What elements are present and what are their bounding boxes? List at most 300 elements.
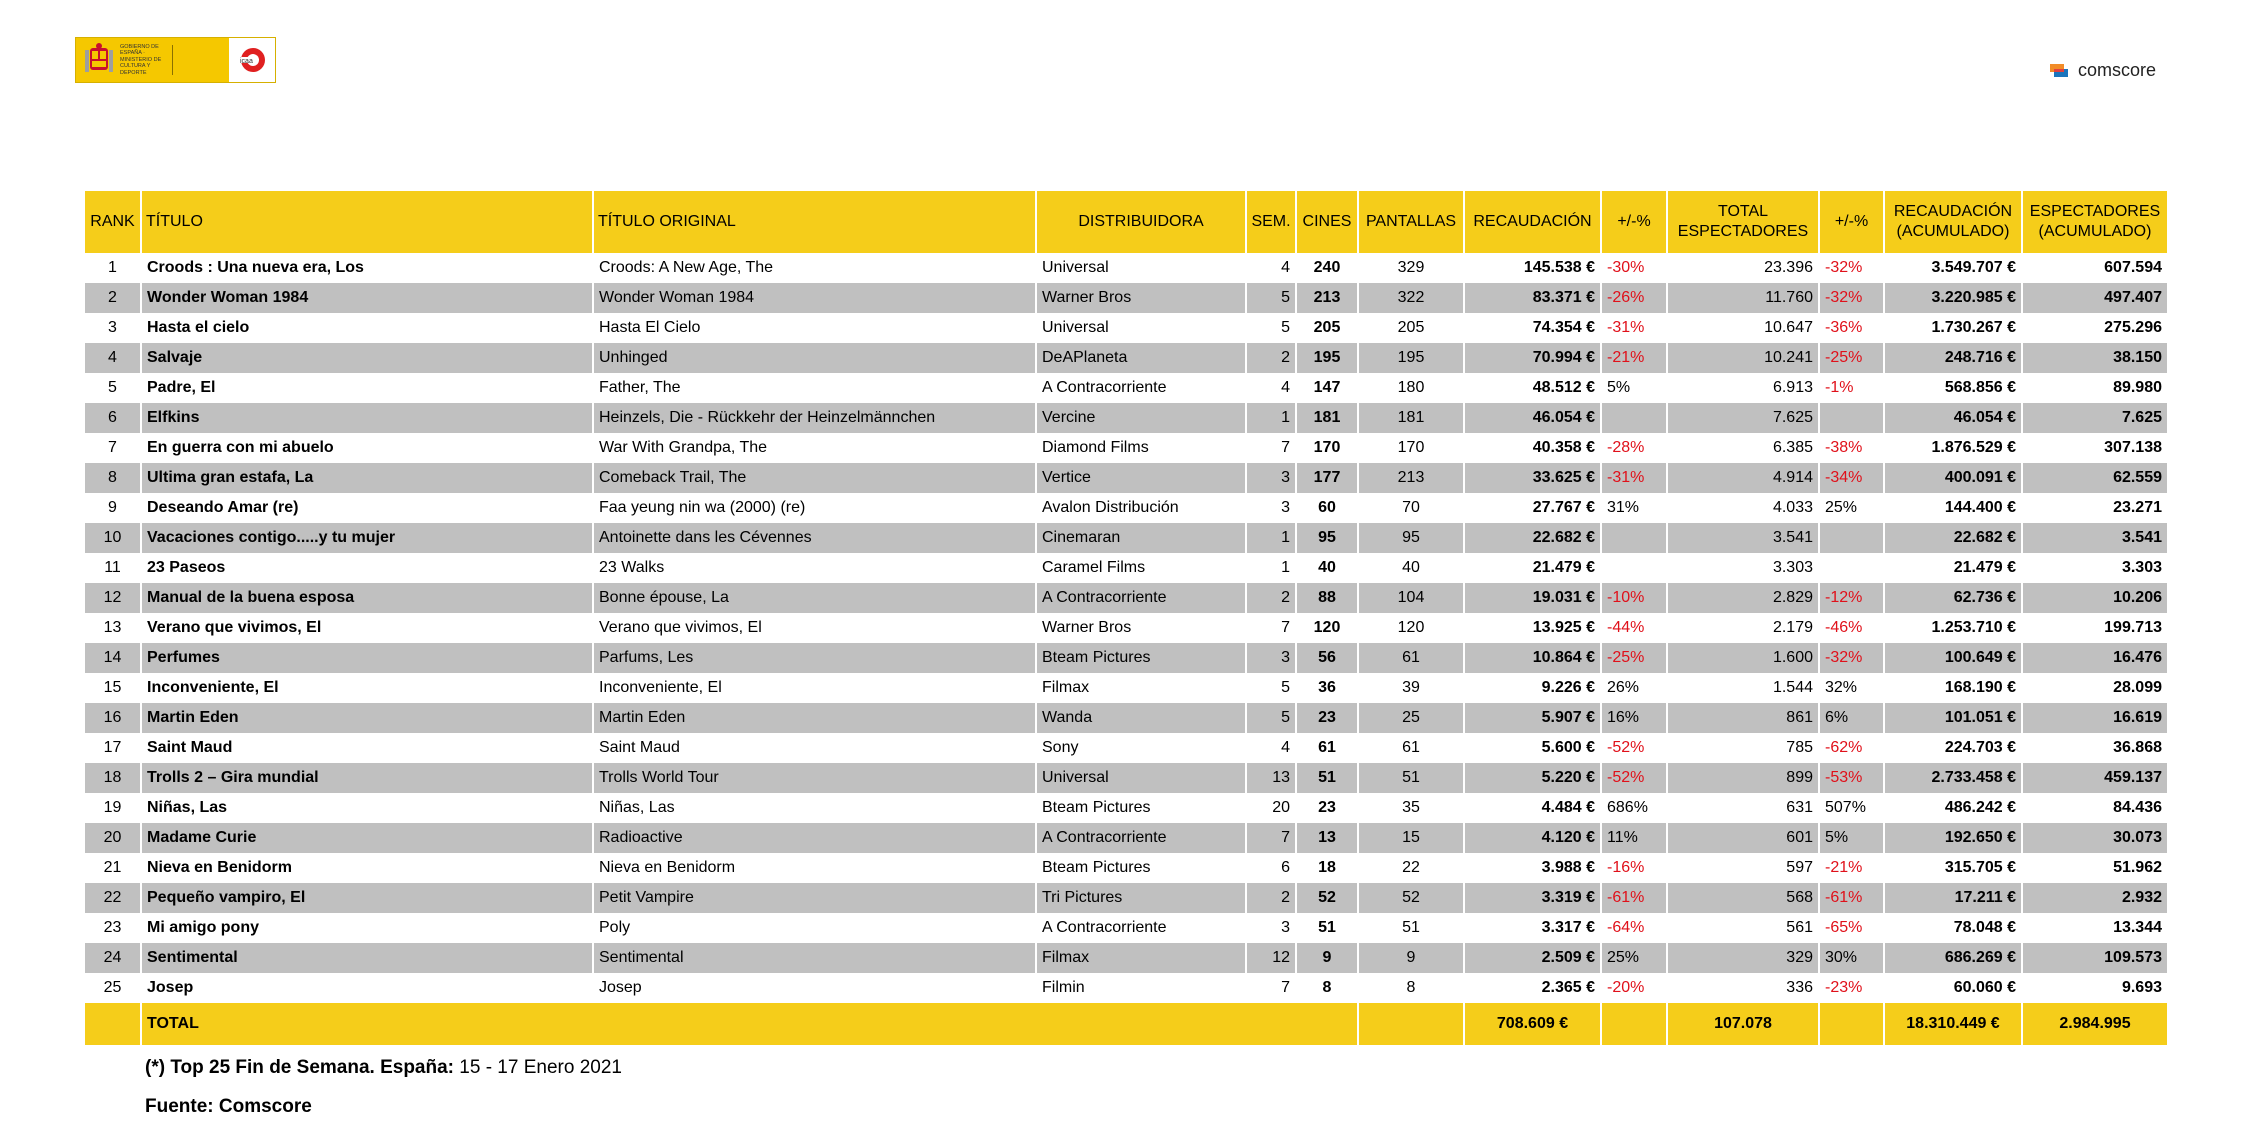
- cell-variacion-espectadores: -32%: [1819, 283, 1884, 313]
- cell-semanas: 1: [1246, 553, 1296, 583]
- cell-cines: 205: [1296, 313, 1358, 343]
- cell-rank: 25: [85, 973, 141, 1003]
- cell-titulo-original: Saint Maud: [593, 733, 1036, 763]
- table-row: [85, 463, 2167, 493]
- comscore-brand-text: comscore: [2078, 60, 2157, 80]
- cell-cines: 213: [1296, 283, 1358, 313]
- cell-variacion-recaudacion: [1601, 553, 1667, 583]
- cell-recaudacion-acumulado: 46.054 €: [1884, 403, 2022, 433]
- table-row: [85, 943, 2167, 973]
- cell-titulo: Hasta el cielo: [141, 313, 593, 343]
- cell-variacion-recaudacion: -52%: [1601, 733, 1667, 763]
- cell-variacion-recaudacion: -30%: [1601, 253, 1667, 283]
- cell-distribuidora: A Contracorriente: [1036, 913, 1246, 943]
- cell-cines: 8: [1296, 973, 1358, 1003]
- cell-total-espectadores: 10.647: [1667, 313, 1819, 343]
- cell-rank: 3: [85, 313, 141, 343]
- cell-total-espectadores: 1.544: [1667, 673, 1819, 703]
- table-row: [85, 853, 2167, 883]
- cell-pantallas: 180: [1358, 373, 1464, 403]
- cell-cines: 195: [1296, 343, 1358, 373]
- cell-distribuidora: Universal: [1036, 313, 1246, 343]
- cell-titulo-original: Verano que vivimos, El: [593, 613, 1036, 643]
- cell-total-espectadores: 861: [1667, 703, 1819, 733]
- cell-rank: 7: [85, 433, 141, 463]
- cell-cines: 18: [1296, 853, 1358, 883]
- cell-cines: 88: [1296, 583, 1358, 613]
- cell-rank: 1: [85, 253, 141, 283]
- government-logo-text: GOBIERNO DE ESPAÑA · MINISTERIO DE CULTURA Y DEPORTE: [120, 43, 162, 76]
- coat-of-arms-icon: [84, 42, 114, 78]
- cell-variacion-espectadores: -65%: [1819, 913, 1884, 943]
- cell-titulo: 23 Paseos: [141, 553, 593, 583]
- table-total-row: [85, 1003, 2167, 1045]
- cell-pantallas: 120: [1358, 613, 1464, 643]
- cell-recaudacion-acumulado: 144.400 €: [1884, 493, 2022, 523]
- cell-distribuidora: Filmax: [1036, 673, 1246, 703]
- cell-variacion-espectadores: [1819, 523, 1884, 553]
- cell-total-espectadores: 6.913: [1667, 373, 1819, 403]
- cell-titulo: Deseando Amar (re): [141, 493, 593, 523]
- cell-recaudacion-acumulado: 21.479 €: [1884, 553, 2022, 583]
- cell-cines: 36: [1296, 673, 1358, 703]
- cell-rank: 24: [85, 943, 141, 973]
- cell-variacion-recaudacion: -21%: [1601, 343, 1667, 373]
- table-row: [85, 823, 2167, 853]
- cell-titulo-original: Nieva en Benidorm: [593, 853, 1036, 883]
- cell-semanas: 5: [1246, 703, 1296, 733]
- cell-titulo-original: Parfums, Les: [593, 643, 1036, 673]
- table-row: [85, 313, 2167, 343]
- col-header-cines: CINES: [1296, 191, 1358, 253]
- col-header-pantallas: PANTALLAS: [1358, 191, 1464, 253]
- cell-variacion-recaudacion: -52%: [1601, 763, 1667, 793]
- cell-recaudacion: 48.512 €: [1464, 373, 1601, 403]
- footnote-label: (*) Top 25 Fin de Semana. España:: [145, 1057, 454, 1078]
- cell-variacion-recaudacion: 5%: [1601, 373, 1667, 403]
- cell-pantallas: 104: [1358, 583, 1464, 613]
- cell-espectadores-acumulado: 9.693: [2022, 973, 2167, 1003]
- cell-cines: 9: [1296, 943, 1358, 973]
- cell-variacion-espectadores: -61%: [1819, 883, 1884, 913]
- cell-rank: 9: [85, 493, 141, 523]
- cell-variacion-recaudacion: 31%: [1601, 493, 1667, 523]
- cell-cines: 240: [1296, 253, 1358, 283]
- cell-rank: 20: [85, 823, 141, 853]
- cell-pantallas: 95: [1358, 523, 1464, 553]
- cell-pantallas: 329: [1358, 253, 1464, 283]
- total-espectadores-acumulado: 2.984.995: [2022, 1003, 2167, 1045]
- table-row: [85, 283, 2167, 313]
- cell-cines: 51: [1296, 763, 1358, 793]
- cell-recaudacion: 13.925 €: [1464, 613, 1601, 643]
- cell-cines: 56: [1296, 643, 1358, 673]
- col-header-titulo-original: TÍTULO ORIGINAL: [593, 191, 1036, 253]
- comscore-mark-icon: [2050, 62, 2072, 80]
- cell-pantallas: 15: [1358, 823, 1464, 853]
- cell-cines: 13: [1296, 823, 1358, 853]
- cell-espectadores-acumulado: 89.980: [2022, 373, 2167, 403]
- cell-distribuidora: Warner Bros: [1036, 613, 1246, 643]
- cell-variacion-recaudacion: -31%: [1601, 463, 1667, 493]
- cell-semanas: 2: [1246, 343, 1296, 373]
- cell-pantallas: 181: [1358, 403, 1464, 433]
- cell-semanas: 3: [1246, 463, 1296, 493]
- icaa-text: icaa: [240, 58, 253, 65]
- col-header-total-espectadores: TOTAL ESPECTADORES: [1667, 191, 1819, 253]
- cell-recaudacion: 70.994 €: [1464, 343, 1601, 373]
- cell-titulo-original: Faa yeung nin wa (2000) (re): [593, 493, 1036, 523]
- cell-variacion-recaudacion: 25%: [1601, 943, 1667, 973]
- cell-titulo: Elfkins: [141, 403, 593, 433]
- cell-variacion-recaudacion: -20%: [1601, 973, 1667, 1003]
- cell-recaudacion-acumulado: 3.220.985 €: [1884, 283, 2022, 313]
- cell-titulo-original: Antoinette dans les Cévennes: [593, 523, 1036, 553]
- cell-rank: 14: [85, 643, 141, 673]
- cell-espectadores-acumulado: 16.619: [2022, 703, 2167, 733]
- cell-titulo-original: Sentimental: [593, 943, 1036, 973]
- cell-titulo: Madame Curie: [141, 823, 593, 853]
- cell-pantallas: 35: [1358, 793, 1464, 823]
- cell-pantallas: 51: [1358, 913, 1464, 943]
- cell-cines: 60: [1296, 493, 1358, 523]
- cell-titulo-original: Petit Vampire: [593, 883, 1036, 913]
- cell-titulo: Mi amigo pony: [141, 913, 593, 943]
- cell-semanas: 3: [1246, 913, 1296, 943]
- cell-variacion-recaudacion: [1601, 523, 1667, 553]
- cell-espectadores-acumulado: 497.407: [2022, 283, 2167, 313]
- cell-pantallas: 213: [1358, 463, 1464, 493]
- table-row: [85, 763, 2167, 793]
- col-header-recaudacion: RECAUDACIÓN: [1464, 191, 1601, 253]
- total-label: TOTAL: [141, 1003, 1358, 1045]
- cell-espectadores-acumulado: 62.559: [2022, 463, 2167, 493]
- cell-distribuidora: Warner Bros: [1036, 283, 1246, 313]
- cell-pantallas: 70: [1358, 493, 1464, 523]
- cell-pantallas: 61: [1358, 643, 1464, 673]
- cell-variacion-espectadores: -32%: [1819, 643, 1884, 673]
- cell-variacion-espectadores: 507%: [1819, 793, 1884, 823]
- cell-rank: 19: [85, 793, 141, 823]
- cell-recaudacion: 4.484 €: [1464, 793, 1601, 823]
- cell-variacion-recaudacion: -31%: [1601, 313, 1667, 343]
- cell-recaudacion-acumulado: 1.730.267 €: [1884, 313, 2022, 343]
- cell-rank: 15: [85, 673, 141, 703]
- col-header-espectadores-acumulado: ESPECTADORES (ACUMULADO): [2022, 191, 2167, 253]
- cell-cines: 95: [1296, 523, 1358, 553]
- cell-titulo: Josep: [141, 973, 593, 1003]
- cell-distribuidora: Universal: [1036, 763, 1246, 793]
- cell-distribuidora: A Contracorriente: [1036, 823, 1246, 853]
- cell-rank: 5: [85, 373, 141, 403]
- cell-rank: 22: [85, 883, 141, 913]
- col-header-variacion-recaudacion: +/-%: [1601, 191, 1667, 253]
- cell-semanas: 7: [1246, 973, 1296, 1003]
- cell-titulo: Niñas, Las: [141, 793, 593, 823]
- cell-espectadores-acumulado: 7.625: [2022, 403, 2167, 433]
- cell-titulo-original: Father, The: [593, 373, 1036, 403]
- cell-variacion-recaudacion: -16%: [1601, 853, 1667, 883]
- cell-distribuidora: Bteam Pictures: [1036, 643, 1246, 673]
- cell-recaudacion-acumulado: 100.649 €: [1884, 643, 2022, 673]
- cell-pantallas: 195: [1358, 343, 1464, 373]
- cell-cines: 177: [1296, 463, 1358, 493]
- cell-total-espectadores: 329: [1667, 943, 1819, 973]
- table-row: [85, 253, 2167, 283]
- cell-variacion-recaudacion: -25%: [1601, 643, 1667, 673]
- cell-distribuidora: A Contracorriente: [1036, 373, 1246, 403]
- table-row: [85, 373, 2167, 403]
- cell-pantallas: 9: [1358, 943, 1464, 973]
- cell-distribuidora: Bteam Pictures: [1036, 853, 1246, 883]
- cell-titulo: Trolls 2 – Gira mundial: [141, 763, 593, 793]
- cell-pantallas: 51: [1358, 763, 1464, 793]
- cell-recaudacion-acumulado: 568.856 €: [1884, 373, 2022, 403]
- cell-espectadores-acumulado: 275.296: [2022, 313, 2167, 343]
- cell-distribuidora: Cinemaran: [1036, 523, 1246, 553]
- cell-total-espectadores: 3.303: [1667, 553, 1819, 583]
- cell-titulo: Verano que vivimos, El: [141, 613, 593, 643]
- cell-semanas: 2: [1246, 583, 1296, 613]
- cell-distribuidora: Sony: [1036, 733, 1246, 763]
- cell-rank: 11: [85, 553, 141, 583]
- cell-semanas: 1: [1246, 403, 1296, 433]
- cell-semanas: 3: [1246, 643, 1296, 673]
- cell-variacion-espectadores: -34%: [1819, 463, 1884, 493]
- footnote: [145, 1057, 622, 1079]
- cell-titulo: Perfumes: [141, 643, 593, 673]
- cell-recaudacion: 4.120 €: [1464, 823, 1601, 853]
- cell-recaudacion: 3.319 €: [1464, 883, 1601, 913]
- cell-rank: 6: [85, 403, 141, 433]
- total-spacer: [1819, 1003, 1884, 1045]
- cell-recaudacion-acumulado: 101.051 €: [1884, 703, 2022, 733]
- cell-total-espectadores: 6.385: [1667, 433, 1819, 463]
- table-row: [85, 553, 2167, 583]
- cell-total-espectadores: 597: [1667, 853, 1819, 883]
- total-recaudacion-acumulado: 18.310.449 €: [1884, 1003, 2022, 1045]
- cell-recaudacion-acumulado: 78.048 €: [1884, 913, 2022, 943]
- cell-variacion-espectadores: -1%: [1819, 373, 1884, 403]
- cell-rank: 21: [85, 853, 141, 883]
- cell-variacion-espectadores: 5%: [1819, 823, 1884, 853]
- cell-variacion-recaudacion: -61%: [1601, 883, 1667, 913]
- cell-variacion-espectadores: 32%: [1819, 673, 1884, 703]
- icaa-logo: [229, 38, 275, 82]
- cell-titulo: Wonder Woman 1984: [141, 283, 593, 313]
- cell-titulo-original: Martin Eden: [593, 703, 1036, 733]
- table-row: [85, 343, 2167, 373]
- logo-divider: [172, 45, 173, 75]
- cell-variacion-espectadores: [1819, 403, 1884, 433]
- cell-semanas: 7: [1246, 613, 1296, 643]
- cell-titulo-original: Bonne épouse, La: [593, 583, 1036, 613]
- cell-recaudacion-acumulado: 62.736 €: [1884, 583, 2022, 613]
- cell-cines: 181: [1296, 403, 1358, 433]
- table-row: [85, 883, 2167, 913]
- cell-rank: 2: [85, 283, 141, 313]
- cell-recaudacion: 19.031 €: [1464, 583, 1601, 613]
- cell-variacion-recaudacion: -10%: [1601, 583, 1667, 613]
- total-recaudacion: 708.609 €: [1464, 1003, 1601, 1045]
- cell-recaudacion-acumulado: 686.269 €: [1884, 943, 2022, 973]
- cell-variacion-espectadores: 6%: [1819, 703, 1884, 733]
- cell-rank: 8: [85, 463, 141, 493]
- cell-titulo: Inconveniente, El: [141, 673, 593, 703]
- cell-semanas: 13: [1246, 763, 1296, 793]
- cell-variacion-espectadores: 30%: [1819, 943, 1884, 973]
- cell-espectadores-acumulado: 30.073: [2022, 823, 2167, 853]
- cell-total-espectadores: 1.600: [1667, 643, 1819, 673]
- table-row: [85, 403, 2167, 433]
- cell-rank: 10: [85, 523, 141, 553]
- cell-rank: 16: [85, 703, 141, 733]
- cell-pantallas: 322: [1358, 283, 1464, 313]
- cell-semanas: 5: [1246, 313, 1296, 343]
- cell-recaudacion: 27.767 €: [1464, 493, 1601, 523]
- cell-espectadores-acumulado: 459.137: [2022, 763, 2167, 793]
- cell-titulo: Croods : Una nueva era, Los: [141, 253, 593, 283]
- cell-distribuidora: DeAPlaneta: [1036, 343, 1246, 373]
- cell-espectadores-acumulado: 23.271: [2022, 493, 2167, 523]
- cell-total-espectadores: 601: [1667, 823, 1819, 853]
- cell-distribuidora: Bteam Pictures: [1036, 793, 1246, 823]
- cell-cines: 40: [1296, 553, 1358, 583]
- cell-variacion-espectadores: -53%: [1819, 763, 1884, 793]
- cell-distribuidora: Filmin: [1036, 973, 1246, 1003]
- cell-espectadores-acumulado: 28.099: [2022, 673, 2167, 703]
- cell-espectadores-acumulado: 3.303: [2022, 553, 2167, 583]
- cell-titulo: En guerra con mi abuelo: [141, 433, 593, 463]
- table-header-row: [85, 191, 2167, 253]
- cell-titulo-original: Inconveniente, El: [593, 673, 1036, 703]
- cell-semanas: 4: [1246, 373, 1296, 403]
- cell-total-espectadores: 2.829: [1667, 583, 1819, 613]
- icaa-icon: [236, 44, 268, 76]
- cell-recaudacion: 10.864 €: [1464, 643, 1601, 673]
- cell-titulo-original: Hasta El Cielo: [593, 313, 1036, 343]
- cell-recaudacion: 9.226 €: [1464, 673, 1601, 703]
- cell-titulo: Nieva en Benidorm: [141, 853, 593, 883]
- cell-recaudacion-acumulado: 486.242 €: [1884, 793, 2022, 823]
- cell-cines: 147: [1296, 373, 1358, 403]
- cell-variacion-espectadores: 25%: [1819, 493, 1884, 523]
- table-row: [85, 433, 2167, 463]
- cell-semanas: 7: [1246, 823, 1296, 853]
- cell-distribuidora: A Contracorriente: [1036, 583, 1246, 613]
- cell-pantallas: 25: [1358, 703, 1464, 733]
- cell-recaudacion-acumulado: 22.682 €: [1884, 523, 2022, 553]
- cell-recaudacion-acumulado: 192.650 €: [1884, 823, 2022, 853]
- col-header-recaudacion-acumulado: RECAUDACIÓN (ACUMULADO): [1884, 191, 2022, 253]
- cell-recaudacion: 5.907 €: [1464, 703, 1601, 733]
- cell-pantallas: 170: [1358, 433, 1464, 463]
- cell-recaudacion: 2.365 €: [1464, 973, 1601, 1003]
- cell-recaudacion-acumulado: 2.733.458 €: [1884, 763, 2022, 793]
- cell-espectadores-acumulado: 16.476: [2022, 643, 2167, 673]
- cell-titulo-original: Radioactive: [593, 823, 1036, 853]
- cell-variacion-recaudacion: 26%: [1601, 673, 1667, 703]
- cell-titulo-original: Poly: [593, 913, 1036, 943]
- comscore-logo: [2050, 60, 2156, 81]
- cell-titulo: Saint Maud: [141, 733, 593, 763]
- cell-cines: 61: [1296, 733, 1358, 763]
- cell-espectadores-acumulado: 307.138: [2022, 433, 2167, 463]
- col-header-rank: RANK: [85, 191, 141, 253]
- table-row: [85, 703, 2167, 733]
- cell-recaudacion-acumulado: 1.253.710 €: [1884, 613, 2022, 643]
- cell-titulo: Pequeño vampiro, El: [141, 883, 593, 913]
- cell-recaudacion: 5.220 €: [1464, 763, 1601, 793]
- cell-titulo: Salvaje: [141, 343, 593, 373]
- col-header-distribuidora: DISTRIBUIDORA: [1036, 191, 1246, 253]
- cell-recaudacion-acumulado: 3.549.707 €: [1884, 253, 2022, 283]
- cell-variacion-espectadores: -23%: [1819, 973, 1884, 1003]
- cell-distribuidora: Avalon Distribución: [1036, 493, 1246, 523]
- table-row: [85, 973, 2167, 1003]
- cell-semanas: 4: [1246, 733, 1296, 763]
- cell-total-espectadores: 785: [1667, 733, 1819, 763]
- table-body: [85, 253, 2167, 1003]
- cell-recaudacion: 83.371 €: [1464, 283, 1601, 313]
- cell-recaudacion: 33.625 €: [1464, 463, 1601, 493]
- cell-titulo: Vacaciones contigo.....y tu mujer: [141, 523, 593, 553]
- cell-cines: 120: [1296, 613, 1358, 643]
- cell-espectadores-acumulado: 84.436: [2022, 793, 2167, 823]
- cell-cines: 52: [1296, 883, 1358, 913]
- box-office-table: [85, 191, 2167, 1045]
- cell-rank: 12: [85, 583, 141, 613]
- cell-distribuidora: Vertice: [1036, 463, 1246, 493]
- cell-total-espectadores: 10.241: [1667, 343, 1819, 373]
- cell-recaudacion: 21.479 €: [1464, 553, 1601, 583]
- cell-variacion-recaudacion: 16%: [1601, 703, 1667, 733]
- cell-espectadores-acumulado: 51.962: [2022, 853, 2167, 883]
- cell-cines: 23: [1296, 793, 1358, 823]
- cell-cines: 170: [1296, 433, 1358, 463]
- cell-total-espectadores: 336: [1667, 973, 1819, 1003]
- source-note: Fuente: Comscore: [145, 1096, 312, 1117]
- cell-titulo-original: Trolls World Tour: [593, 763, 1036, 793]
- cell-recaudacion-acumulado: 1.876.529 €: [1884, 433, 2022, 463]
- cell-variacion-espectadores: -21%: [1819, 853, 1884, 883]
- cell-recaudacion-acumulado: 60.060 €: [1884, 973, 2022, 1003]
- cell-espectadores-acumulado: 36.868: [2022, 733, 2167, 763]
- cell-titulo: Martin Eden: [141, 703, 593, 733]
- cell-rank: 17: [85, 733, 141, 763]
- cell-variacion-espectadores: [1819, 553, 1884, 583]
- cell-recaudacion-acumulado: 224.703 €: [1884, 733, 2022, 763]
- cell-semanas: 7: [1246, 433, 1296, 463]
- cell-titulo-original: War With Grandpa, The: [593, 433, 1036, 463]
- cell-total-espectadores: 7.625: [1667, 403, 1819, 433]
- cell-total-espectadores: 2.179: [1667, 613, 1819, 643]
- cell-distribuidora: Diamond Films: [1036, 433, 1246, 463]
- cell-recaudacion: 3.988 €: [1464, 853, 1601, 883]
- cell-total-espectadores: 561: [1667, 913, 1819, 943]
- cell-cines: 23: [1296, 703, 1358, 733]
- cell-pantallas: 40: [1358, 553, 1464, 583]
- table-row: [85, 643, 2167, 673]
- col-header-titulo: TÍTULO: [141, 191, 593, 253]
- cell-espectadores-acumulado: 38.150: [2022, 343, 2167, 373]
- cell-espectadores-acumulado: 2.932: [2022, 883, 2167, 913]
- cell-recaudacion: 145.538 €: [1464, 253, 1601, 283]
- cell-total-espectadores: 4.914: [1667, 463, 1819, 493]
- cell-espectadores-acumulado: 199.713: [2022, 613, 2167, 643]
- cell-semanas: 20: [1246, 793, 1296, 823]
- cell-variacion-recaudacion: [1601, 403, 1667, 433]
